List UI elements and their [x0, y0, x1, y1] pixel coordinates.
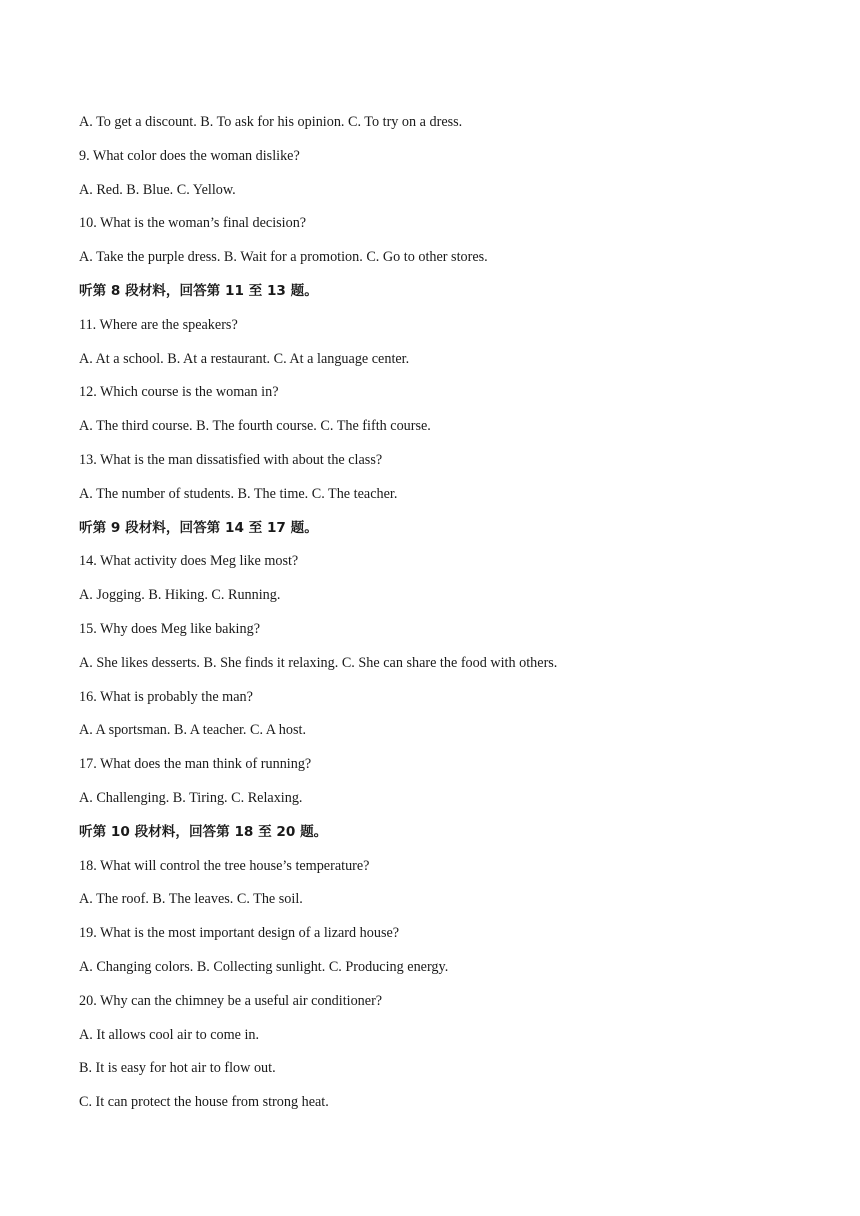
answer-options: A. The number of students. B. The time. C. The teacher.	[79, 485, 398, 502]
section-heading: 听第 9 段材料，回答第 14 至 17 题。	[79, 519, 318, 536]
question-text: 20. Why can the chimney be a useful air conditioner?	[79, 992, 383, 1009]
question-text: 15. Why does Meg like baking?	[79, 620, 260, 637]
question-text: 19. What is the most important design of a lizard house?	[79, 925, 400, 942]
question-text: 9. What color does the woman dislike?	[79, 147, 300, 164]
question-text: 10. What is the woman’s final decision?	[79, 215, 307, 232]
section-heading: 听第 8 段材料，回答第 11 至 13 题。	[79, 282, 318, 299]
answer-options: A. The third course. B. The fourth course. C. The fifth course.	[79, 418, 431, 435]
question-text: 12. Which course is the woman in?	[79, 384, 279, 401]
question-text: 13. What is the man dissatisfied with about the class?	[79, 451, 383, 468]
answer-options: A. Jogging. B. Hiking. C. Running.	[79, 587, 281, 604]
answer-options: A. Challenging. B. Tiring. C. Relaxing.	[79, 789, 303, 806]
answer-options: C. It can protect the house from strong heat.	[79, 1094, 329, 1111]
answer-options: A. Changing colors. B. Collecting sunlight. C. Producing energy.	[79, 958, 449, 975]
question-text: 17. What does the man think of running?	[79, 756, 312, 773]
answer-options: A. The roof. B. The leaves. C. The soil.	[79, 891, 303, 908]
answer-options: A. She likes desserts. B. She finds it relaxing. C. She can share the food with others.	[79, 654, 558, 671]
answer-options: A. To get a discount. B. To ask for his opinion. C. To try on a dress.	[79, 114, 463, 130]
answer-options: A. Take the purple dress. B. Wait for a promotion. C. Go to other stores.	[79, 249, 488, 266]
question-text: 16. What is probably the man?	[79, 688, 253, 705]
answer-options: A. A sportsman. B. A teacher. C. A host.	[79, 722, 307, 739]
question-text: 18. What will control the tree house’s temperature?	[79, 857, 370, 874]
question-text: 14. What activity does Meg like most?	[79, 553, 299, 570]
question-text: 11. Where are the speakers?	[79, 316, 238, 333]
answer-options: B. It is easy for hot air to flow out.	[79, 1060, 276, 1077]
answer-options: A. Red. B. Blue. C. Yellow.	[79, 181, 236, 198]
section-heading: 听第 10 段材料，回答第 18 至 20 题。	[79, 823, 328, 840]
answer-options: A. It allows cool air to come in.	[79, 1026, 260, 1043]
document-body	[79, 113, 799, 1127]
answer-options: A. At a school. B. At a restaurant. C. At a language center.	[79, 350, 410, 367]
